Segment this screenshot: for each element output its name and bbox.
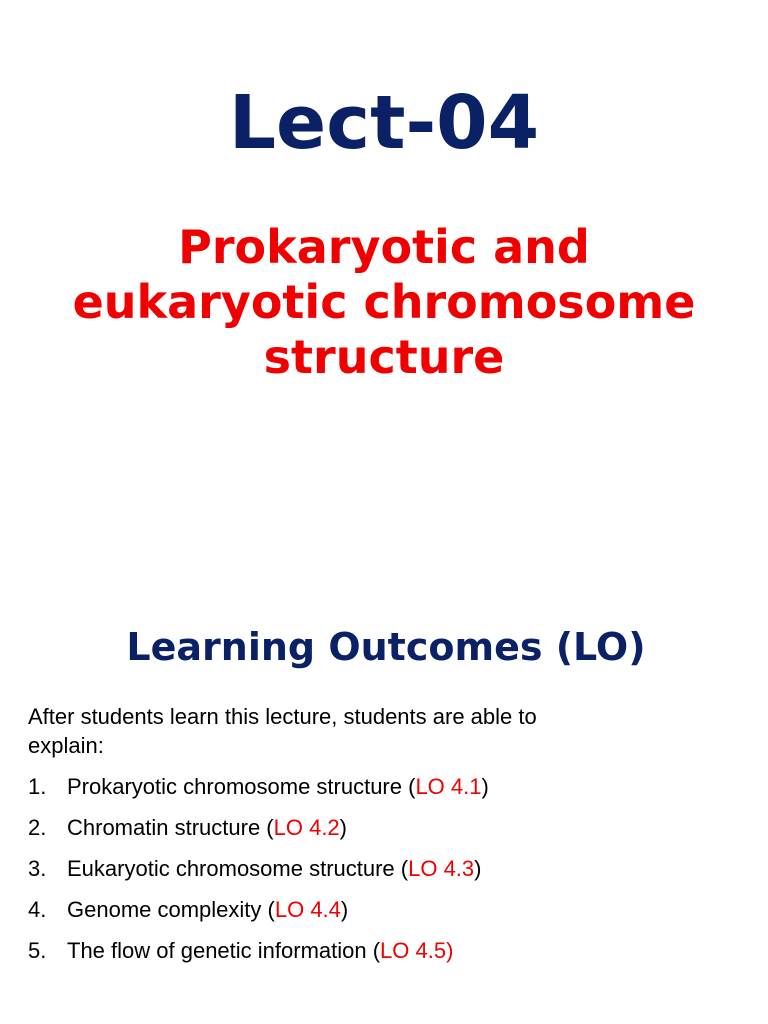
list-item — [28, 936, 748, 977]
list-item — [28, 895, 748, 936]
list-item — [28, 772, 748, 813]
item-text: Genome complexity ( — [67, 897, 275, 922]
item-text: Eukaryotic chromosome structure ( — [67, 856, 409, 881]
item-number: 4. — [28, 897, 47, 922]
subtitle-line: eukaryotic chromosome — [72, 275, 696, 329]
lecture-title: Lect-04 — [228, 80, 540, 166]
list-item — [28, 813, 748, 854]
lo-code: LO 4.5) — [380, 938, 454, 963]
learning-outcomes-heading: Learning Outcomes (LO) — [126, 625, 646, 669]
lo-code: LO 4.4 — [274, 897, 341, 922]
item-text: Chromatin structure ( — [67, 815, 274, 840]
subtitle-line: structure — [263, 330, 505, 384]
intro-line: explain: — [28, 733, 104, 758]
item-text: Prokaryotic chromosome structure ( — [67, 774, 416, 799]
item-number: 5. — [28, 938, 47, 963]
lo-code: LO 4.1 — [415, 774, 482, 799]
item-text: The flow of genetic information ( — [67, 938, 381, 963]
item-number: 2. — [28, 815, 47, 840]
intro-line: After students learn this lecture, students are able to — [28, 704, 537, 729]
item-number: 3. — [28, 856, 47, 881]
subtitle-line: Prokaryotic and — [178, 220, 590, 274]
item-suffix: ) — [339, 815, 347, 840]
learning-outcomes-intro — [28, 702, 728, 760]
item-number: 1. — [28, 774, 47, 799]
item-suffix: ) — [474, 856, 482, 881]
lo-code: LO 4.3 — [408, 856, 475, 881]
lecture-subtitle — [0, 220, 768, 385]
lo-code: LO 4.2 — [273, 815, 340, 840]
item-suffix: ) — [481, 774, 489, 799]
learning-outcomes-list — [28, 772, 748, 977]
item-suffix: ) — [340, 897, 349, 922]
list-item — [28, 854, 748, 895]
